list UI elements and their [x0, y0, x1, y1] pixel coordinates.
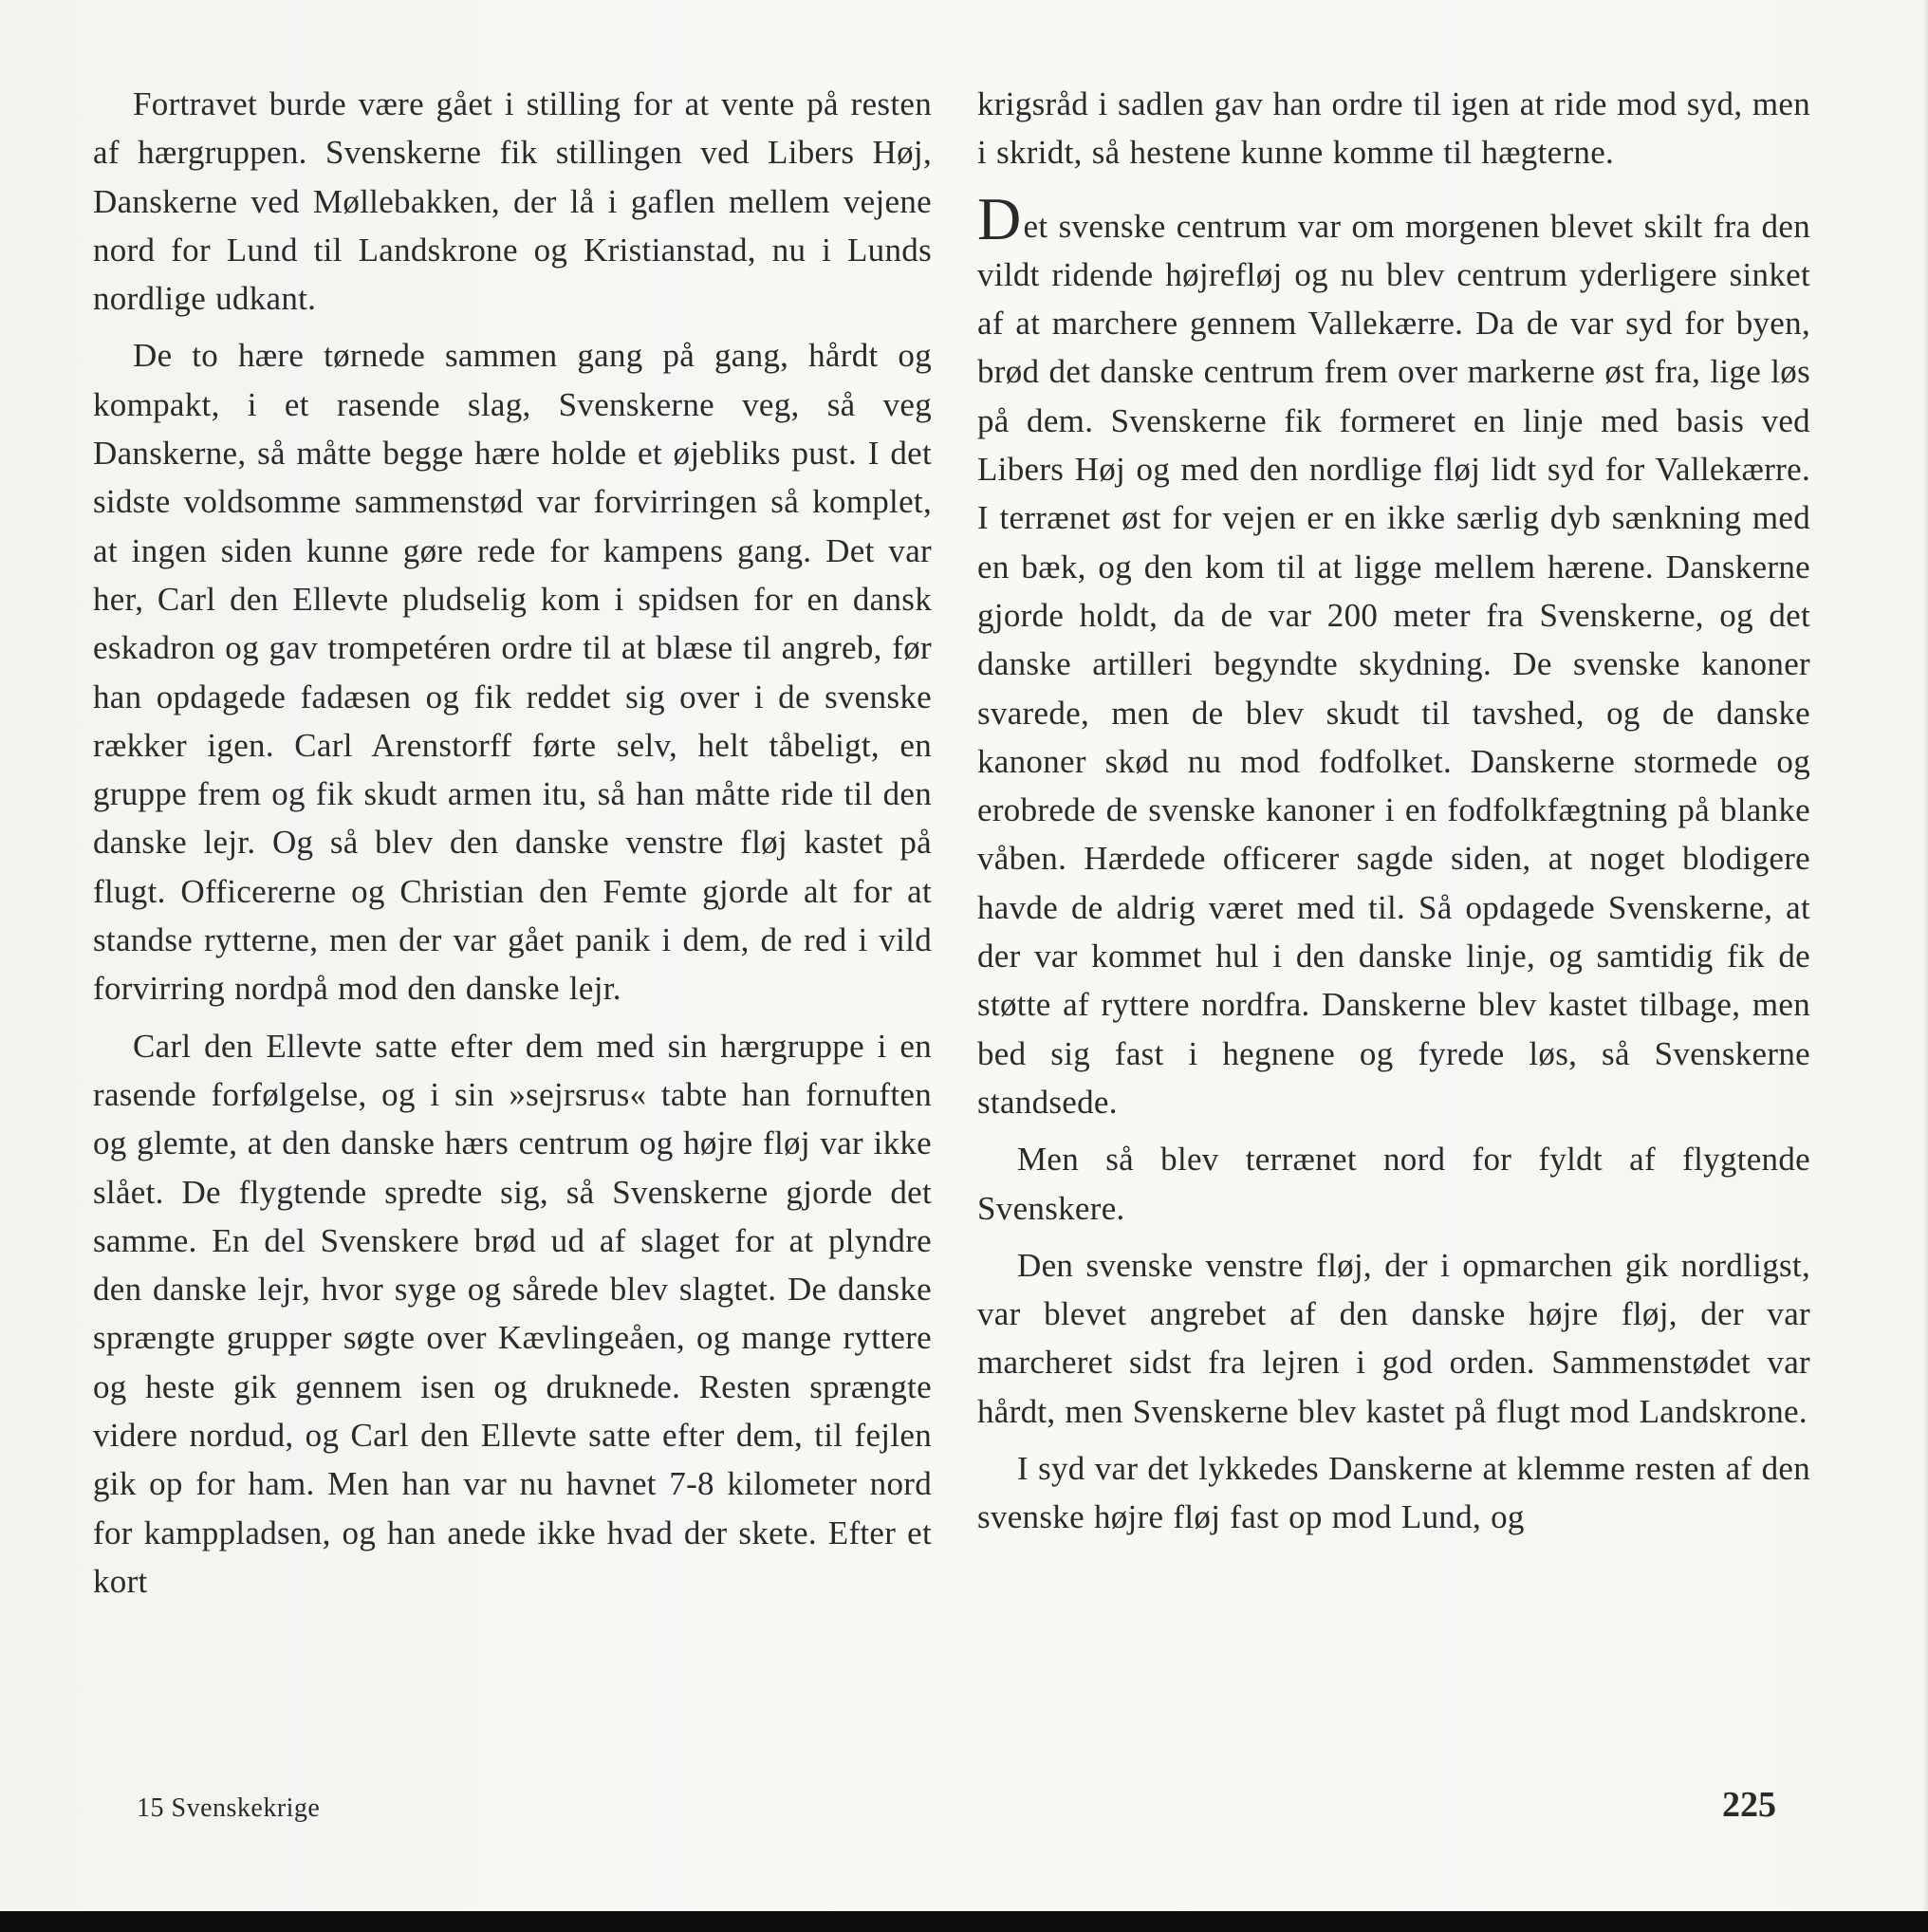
page-edge-shadow: [1922, 0, 1928, 1932]
paragraph: Den svenske venstre fløj, der i opmarchen gik nordligst, var blevet angrebet af den danske højre fløj, der var marcheret sidst fra lejren i god orden. Sammenstødet var hårdt, men Svenskerne blev kastet på flugt mod Landskrone.: [977, 1246, 1810, 1430]
paragraph: Fortravet burde være gået i stilling for at vente på resten af hærgruppen. Svenskerne fik stillingen ved Libers Høj, Danskerne ved Møllebakken, der lå i gaflen mellem vejene nord for Lund til Landskrone og Kristianstad, nu i Lunds nordlige udkant.: [93, 85, 932, 318]
scan-bottom-band: [0, 1911, 1928, 1932]
drop-cap: D: [977, 184, 1022, 252]
paragraph: Men så blev terrænet nord for fyldt af flygtende Svenskere.: [977, 1141, 1810, 1227]
paragraph: Carl den Ellevte satte efter dem med sin hærgruppe i en rasende forfølgelse, og i sin »sejrsrus« tabte han fornuften og glemte, at den danske hærs centrum og højre fløj var ikke slået. De flygtende spredte sig, så Svenskerne gjorde det samme. En del Svenskere brød ud af slaget for at plyndre den danske lejr, hvor syge og sårede blev slagtet. De danske sprængte grupper søgte over Kævlingeåen, og mange ryttere og heste gik gennem isen og druknede. Resten sprængte videre nordud, og Carl den Ellevte satte efter dem, til fejlen gik op for ham. Men han var nu havnet 7-8 kilometer nord for kamppladsen, og han anede ikke hvad der skete. Efter et kort: [93, 1027, 932, 1600]
paragraph-text: et svenske centrum var om morgenen blevet skilt fra den vildt ridende højrefløj og nu blev centrum yderligere sinket af at marchere gennem Vallekærre. Da de var syd for byen, brød det danske centrum frem over markerne øst fra, lige løs på dem. Svenskerne fik formeret en linje med basis ved Libers Høj og med den nordlige fløj lidt syd for Vallekærre. I terrænet øst for vejen er en ikke særlig dyb sænkning med en bæk, og den kom til at ligge mellem hærene. Danskerne gjorde holdt, da de var 200 meter fra Svenskerne, og det danske artilleri begyndte skydning. De svenske kanoner svarede, men de blev skudt til tavshed, og de danske kanoner skød nu mod fodfolket. Danskerne stormede og erobrede de svenske kanoner i en fodfolkfægtning på blanke våben. Hærdede officerer sagde siden, at noget blodigere havde de aldrig været med til. Så opdagede Svenskerne, at der var kommet hul i den danske linje, og samtidig fik de støtte af ryttere nordfra. Danskerne blev kastet tilbage, men bed sig fast i hegnene og fyrede løs, så Svenskerne standsede.: [977, 207, 1810, 1121]
page-number: 225: [1722, 1785, 1776, 1825]
paragraph: I syd var det lykkedes Danskerne at klemme resten af den svenske højre fløj fast op mod Lund, og: [977, 1450, 1810, 1536]
footer-signature: 15 Svenskekrige: [137, 1793, 321, 1823]
left-text-column: [93, 80, 932, 1614]
paragraph: krigsråd i sadlen gav han ordre til igen at ride mod syd, men i skridt, så hestene kunne komme til hægterne.: [977, 85, 1810, 172]
right-text-column: [977, 80, 1810, 1551]
section-paragraph: [977, 184, 1810, 1127]
paragraph: De to hære tørnede sammen gang på gang, hårdt og kompakt, i et rasende slag, Svenskerne veg, så veg Danskerne, så måtte begge hære holde et øjebliks pust. I det sidste voldsomme sammenstød var forvirringen så komplet, at ingen siden kunne gøre rede for kampens gang. Det var her, Carl den Ellevte pludselig kom i spidsen for en dansk eskadron og gav trompetéren ordre til at blæse til angreb, før han opdagede fadæsen og fik reddet sig over i de svenske rækker igen. Carl Arenstorff førte selv, helt tåbeligt, en gruppe frem og fik skudt armen itu, så han måtte ride til den danske lejr. Og så blev den danske venstre fløj kastet på flugt. Officererne og Christian den Femte gjorde alt for at standse rytterne, men der var gået panik i dem, de red i vild forvirring nordpå mod den danske lejr.: [93, 337, 932, 1008]
